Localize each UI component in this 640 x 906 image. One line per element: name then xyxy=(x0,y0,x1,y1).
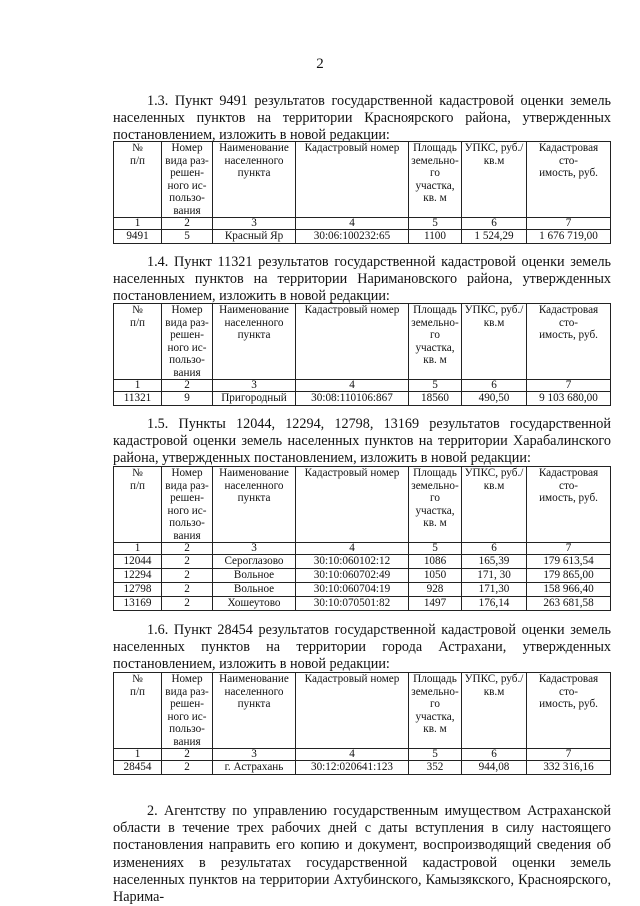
header-cell: Кадастровый номер xyxy=(296,142,409,218)
column-number: 3 xyxy=(213,543,296,555)
column-number: 2 xyxy=(162,543,213,555)
column-number: 6 xyxy=(462,218,527,230)
column-number-row xyxy=(114,749,611,761)
column-number: 7 xyxy=(527,749,611,761)
column-number: 7 xyxy=(527,543,611,555)
column-number: 5 xyxy=(409,543,462,555)
table-cell: 171, 30 xyxy=(462,569,527,583)
column-number: 2 xyxy=(162,218,213,230)
section-1-3-text: 1.3. Пункт 9491 результатов государственной кадастровой оценки земель населенных пунктов на территории Красноярского района, утвержденных постановлением, изложить в новой редакции: xyxy=(113,93,611,144)
column-number: 4 xyxy=(296,749,409,761)
header-cell: Кадастровый номер xyxy=(296,467,409,543)
header-cell: Кадастровый номер xyxy=(296,304,409,380)
table-cell: 179 613,54 xyxy=(527,555,611,569)
table-cell: 1 676 719,00 xyxy=(527,230,611,244)
column-number: 1 xyxy=(114,218,162,230)
table-row xyxy=(114,392,611,406)
column-number: 6 xyxy=(462,749,527,761)
table-cell: 2 xyxy=(162,597,213,611)
section-1-3-table xyxy=(113,141,611,244)
header-cell: Площадь земельно- го участка, кв. м xyxy=(409,673,462,749)
column-number-row xyxy=(114,543,611,555)
table-cell: 2 xyxy=(162,583,213,597)
table-row xyxy=(114,583,611,597)
table-cell: 1 524,29 xyxy=(462,230,527,244)
column-number: 6 xyxy=(462,380,527,392)
column-number: 1 xyxy=(114,380,162,392)
table-cell: 12798 xyxy=(114,583,162,597)
table-cell: 332 316,16 xyxy=(527,761,611,775)
table-row xyxy=(114,761,611,775)
table-cell: Красный Яр xyxy=(213,230,296,244)
table-cell: 1497 xyxy=(409,597,462,611)
header-cell: Кадастровый номер xyxy=(296,673,409,749)
closing-paragraph: 2. Агентству по управлению государственным имуществом Астраханской области в течение трех рабочих дней с даты вступления в силу настоящего постановления направить его копию и документ, воспроизводящий сведения об изменениях в результатах государственной кадастровой оценки земель населенных пунктов на территории Ахтубинского, Камызякского, Красноярского, Нарима- xyxy=(113,803,611,906)
header-cell: Наименование населенного пункта xyxy=(213,673,296,749)
column-number: 5 xyxy=(409,218,462,230)
header-cell: УПКС, руб./ кв.м xyxy=(462,467,527,543)
column-number: 3 xyxy=(213,218,296,230)
column-number-row xyxy=(114,218,611,230)
header-cell: № п/п xyxy=(114,467,162,543)
header-cell: Площадь земельно- го участка, кв. м xyxy=(409,467,462,543)
table-row xyxy=(114,597,611,611)
column-number: 7 xyxy=(527,218,611,230)
table-cell: 2 xyxy=(162,555,213,569)
header-cell: № п/п xyxy=(114,673,162,749)
header-cell: Кадастровая сто- имость, руб. xyxy=(527,304,611,380)
table-cell: 179 865,00 xyxy=(527,569,611,583)
table-cell: 176,14 xyxy=(462,597,527,611)
table-cell: 5 xyxy=(162,230,213,244)
table-cell: 30:12:020641:123 xyxy=(296,761,409,775)
section-1-4-table xyxy=(113,303,611,406)
column-number: 3 xyxy=(213,749,296,761)
table-cell: Вольное xyxy=(213,569,296,583)
column-number: 1 xyxy=(114,543,162,555)
table-cell: 1100 xyxy=(409,230,462,244)
header-cell: Площадь земельно- го участка, кв. м xyxy=(409,142,462,218)
table-cell: Хошеутово xyxy=(213,597,296,611)
table-cell: 9491 xyxy=(114,230,162,244)
table-cell: Пригородный xyxy=(213,392,296,406)
column-number-row xyxy=(114,380,611,392)
section-1-4-text: 1.4. Пункт 11321 результатов государственной кадастровой оценки земель населенных пунктов на территории Наримановского района, утвержденных постановлением, изложить в новой редакции: xyxy=(113,254,611,305)
table-header-row xyxy=(114,304,611,380)
header-cell: УПКС, руб./ кв.м xyxy=(462,304,527,380)
table-cell: 12294 xyxy=(114,569,162,583)
column-number: 2 xyxy=(162,380,213,392)
column-number: 4 xyxy=(296,380,409,392)
section-1-6-text: 1.6. Пункт 28454 результатов государственной кадастровой оценки земель населенных пунктов на территории города Астрахани, утвержденных постановлением, изложить в новой редакции: xyxy=(113,622,611,673)
table-cell: 2 xyxy=(162,569,213,583)
section-1-5-table xyxy=(113,466,611,611)
table-cell: Вольное xyxy=(213,583,296,597)
table-header-row xyxy=(114,142,611,218)
table-cell: 1050 xyxy=(409,569,462,583)
column-number: 1 xyxy=(114,749,162,761)
table-header-row xyxy=(114,673,611,749)
table-cell: 352 xyxy=(409,761,462,775)
table-row xyxy=(114,555,611,569)
table-cell: 171,30 xyxy=(462,583,527,597)
header-cell: Кадастровая сто- имость, руб. xyxy=(527,142,611,218)
header-cell: УПКС, руб./ кв.м xyxy=(462,673,527,749)
table-row xyxy=(114,569,611,583)
table-cell: 30:06:100232:65 xyxy=(296,230,409,244)
column-number: 5 xyxy=(409,749,462,761)
table-cell: 30:08:110106:867 xyxy=(296,392,409,406)
header-cell: Наименование населенного пункта xyxy=(213,304,296,380)
table-header-row xyxy=(114,467,611,543)
column-number: 6 xyxy=(462,543,527,555)
header-cell: Номер вида раз- решен- ного ис- пользо- вания xyxy=(162,673,213,749)
column-number: 4 xyxy=(296,218,409,230)
table-cell: 30:10:060102:12 xyxy=(296,555,409,569)
table-cell: 158 966,40 xyxy=(527,583,611,597)
table-cell: 12044 xyxy=(114,555,162,569)
column-number: 7 xyxy=(527,380,611,392)
table-cell: 11321 xyxy=(114,392,162,406)
table-cell: 28454 xyxy=(114,761,162,775)
header-cell: Номер вида раз- решен- ного ис- пользо- вания xyxy=(162,467,213,543)
section-1-6-table xyxy=(113,672,611,775)
table-cell: 13169 xyxy=(114,597,162,611)
table-cell: 9 103 680,00 xyxy=(527,392,611,406)
header-cell: Номер вида раз- решен- ного ис- пользо- вания xyxy=(162,142,213,218)
column-number: 4 xyxy=(296,543,409,555)
header-cell: Кадастровая сто- имость, руб. xyxy=(527,467,611,543)
header-cell: Наименование населенного пункта xyxy=(213,467,296,543)
header-cell: Наименование населенного пункта xyxy=(213,142,296,218)
section-1-5-text: 1.5. Пункты 12044, 12294, 12798, 13169 результатов государственной кадастровой оценки земель населенных пунктов на территории Харабалинского района, утвержденных постановлением, изложить в новой редакции: xyxy=(113,416,611,467)
header-cell: № п/п xyxy=(114,142,162,218)
table-cell: 9 xyxy=(162,392,213,406)
table-row xyxy=(114,230,611,244)
table-cell: 490,50 xyxy=(462,392,527,406)
table-cell: 263 681,58 xyxy=(527,597,611,611)
header-cell: Номер вида раз- решен- ного ис- пользо- вания xyxy=(162,304,213,380)
page-number: 2 xyxy=(316,56,324,72)
table-cell: 1086 xyxy=(409,555,462,569)
table-cell: 30:10:060704:19 xyxy=(296,583,409,597)
table-cell: Сероглазово xyxy=(213,555,296,569)
table-cell: 928 xyxy=(409,583,462,597)
table-cell: 30:10:070501:82 xyxy=(296,597,409,611)
table-cell: 944,08 xyxy=(462,761,527,775)
table-cell: 165,39 xyxy=(462,555,527,569)
column-number: 5 xyxy=(409,380,462,392)
header-cell: УПКС, руб./ кв.м xyxy=(462,142,527,218)
header-cell: Площадь земельно- го участка, кв. м xyxy=(409,304,462,380)
table-cell: 2 xyxy=(162,761,213,775)
table-cell: 30:10:060702:49 xyxy=(296,569,409,583)
header-cell: № п/п xyxy=(114,304,162,380)
table-cell: 18560 xyxy=(409,392,462,406)
column-number: 2 xyxy=(162,749,213,761)
column-number: 3 xyxy=(213,380,296,392)
table-cell: г. Астрахань xyxy=(213,761,296,775)
header-cell: Кадастровая сто- имость, руб. xyxy=(527,673,611,749)
